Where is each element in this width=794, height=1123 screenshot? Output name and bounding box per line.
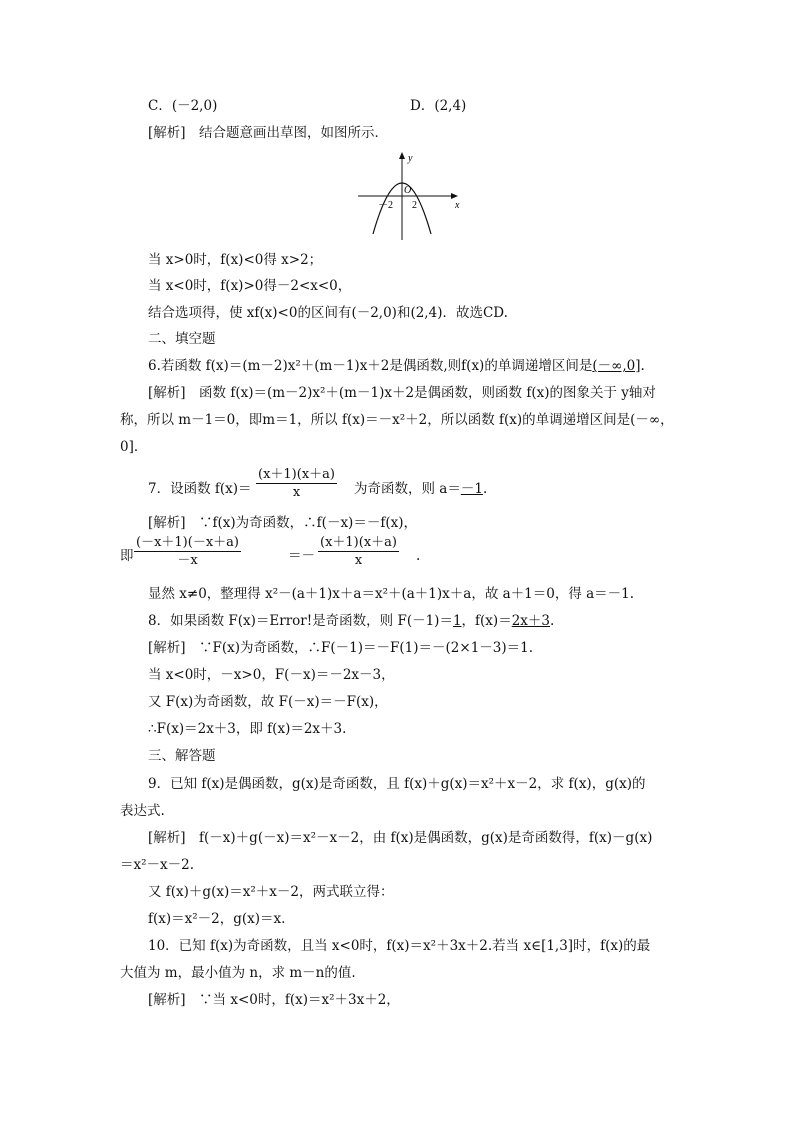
q8-answer-2: 2x＋3: [511, 613, 550, 629]
y-axis-arrow-icon: [399, 152, 405, 159]
q10-analysis-line1: [解析] ∵当 x<0时，f(x)＝x²＋3x＋2，: [148, 992, 400, 1008]
q7-analysis-line1: [解析] ∵f(x)为奇函数，∴f(－x)＝－f(x)，: [148, 515, 417, 531]
q6-analysis-line3: 0]．: [120, 439, 148, 455]
q6-analysis-line1: [解析] 函数 f(x)＝(m－2)x²＋(m－1)x＋2是偶函数，则函数 f(x)的图象关于 y轴对: [148, 385, 656, 401]
q5-case-positive: 当 x>0时，f(x)<0得 x>2；: [148, 252, 323, 268]
q6-analysis-line2: 称，所以 m－1＝0，即m＝1，所以 f(x)＝－x²＋2，所以函数 f(x)的单调递增区间是(－∞，: [120, 412, 674, 428]
tick-label-pos2: 2: [412, 200, 417, 211]
q8-analysis-line4: ∴F(x)＝2x＋3，即 f(x)＝2x＋3.: [148, 721, 347, 737]
q5-case-negative: 当 x<0时，f(x)>0得－2<x<0，: [148, 278, 352, 294]
option-c: C．(－2,0): [148, 98, 218, 114]
x-axis-label: x: [455, 200, 460, 211]
q9-analysis-line3: 又 f(x)＋g(x)＝x²＋x－2，两式联立得：: [148, 884, 394, 900]
q7-stem-fraction: $\frac{(x+1)(x+a)}{x}$: [258, 467, 335, 500]
q5-analysis-line: [解析] 结合题意画出草图，如图所示．: [148, 125, 389, 141]
section-solution-heading: 三、解答题: [148, 748, 216, 764]
q6-stem: 6.若函数 f(x)＝(m－2)x²＋(m－1)x＋2是偶函数,则f(x)的单调递增区间是(－∞,0].: [148, 358, 645, 374]
q7-stem-suffix: 为奇函数，则 a＝－1.: [354, 481, 488, 497]
q7-answer: －1: [460, 481, 483, 497]
q5-conclusion: 结合选项得，使 xf(x)<0的区间有(－2,0)和(2,4)．故选CD.: [148, 305, 508, 321]
y-axis-label: y: [408, 153, 413, 164]
q9-analysis-line2: ＝x²－x－2.: [120, 857, 195, 873]
option-d: D．(2,4): [410, 98, 467, 114]
section-fill-in-heading: 二、填空题: [148, 331, 216, 347]
q7-fraction-left: $\frac{(-x+1)(-x+a)}{-x}$: [136, 535, 239, 568]
q8-analysis-line2: 当 x<0时，－x>0，F(－x)＝－2x－3，: [148, 667, 395, 683]
q8-answer-1: 1: [452, 613, 462, 629]
q9-analysis-line4: f(x)＝x²－2，g(x)＝x.: [148, 911, 286, 927]
q7-analysis-end: .: [416, 548, 421, 564]
q8-stem: 8．如果函数 F(x)＝Error!是奇函数，则 F(－1)＝1，f(x)＝2x＋3.: [148, 613, 555, 629]
q7-fraction-right: $\frac{(x+1)(x+a)}{x}$: [320, 535, 397, 568]
q6-answer: (－∞,0]: [592, 358, 641, 374]
q7-analysis-equals: ＝－: [288, 548, 315, 564]
q7-stem-prefix: 7．设函数 f(x)＝: [148, 481, 252, 497]
q10-stem-line2: 大值为 m，最小值为 n，求 m－n的值.: [120, 965, 356, 981]
q8-analysis-line3: 又 F(x)为奇函数，故 F(－x)＝－F(x)，: [148, 694, 388, 710]
q9-analysis-line1: [解析] f(－x)＋g(－x)＝x²－x－2，由 f(x)是偶函数，g(x)是奇函数得，f(x)－g(x): [148, 830, 653, 846]
q8-analysis-line1: [解析] ∵F(x)为奇函数，∴F(－1)＝－F(1)＝－(2×1－3)＝1.: [148, 640, 534, 656]
q7-analysis-prefix: 即: [120, 548, 134, 564]
x-axis-arrow-icon: [451, 193, 458, 199]
q10-stem-line1: 10．已知 f(x)为奇函数，且当 x<0时，f(x)＝x²＋3x＋2.若当 x∈[1,3]时，f(x)的最: [148, 938, 651, 954]
q9-stem-line1: 9．已知 f(x)是偶函数，g(x)是奇函数，且 f(x)＋g(x)＝x²＋x－2，求 f(x)，g(x)的: [148, 776, 646, 792]
q7-analysis-line3: 显然 x≠0，整理得 x²－(a＋1)x＋a＝x²＋(a＋1)x＋a，故 a＋1＝0，得 a＝－1.: [148, 586, 635, 602]
q9-stem-line2: 表达式.: [120, 803, 165, 819]
parabola-sketch-graph: [358, 150, 468, 242]
origin-label: O: [404, 185, 412, 196]
tick-label-neg2: －2: [378, 200, 393, 211]
